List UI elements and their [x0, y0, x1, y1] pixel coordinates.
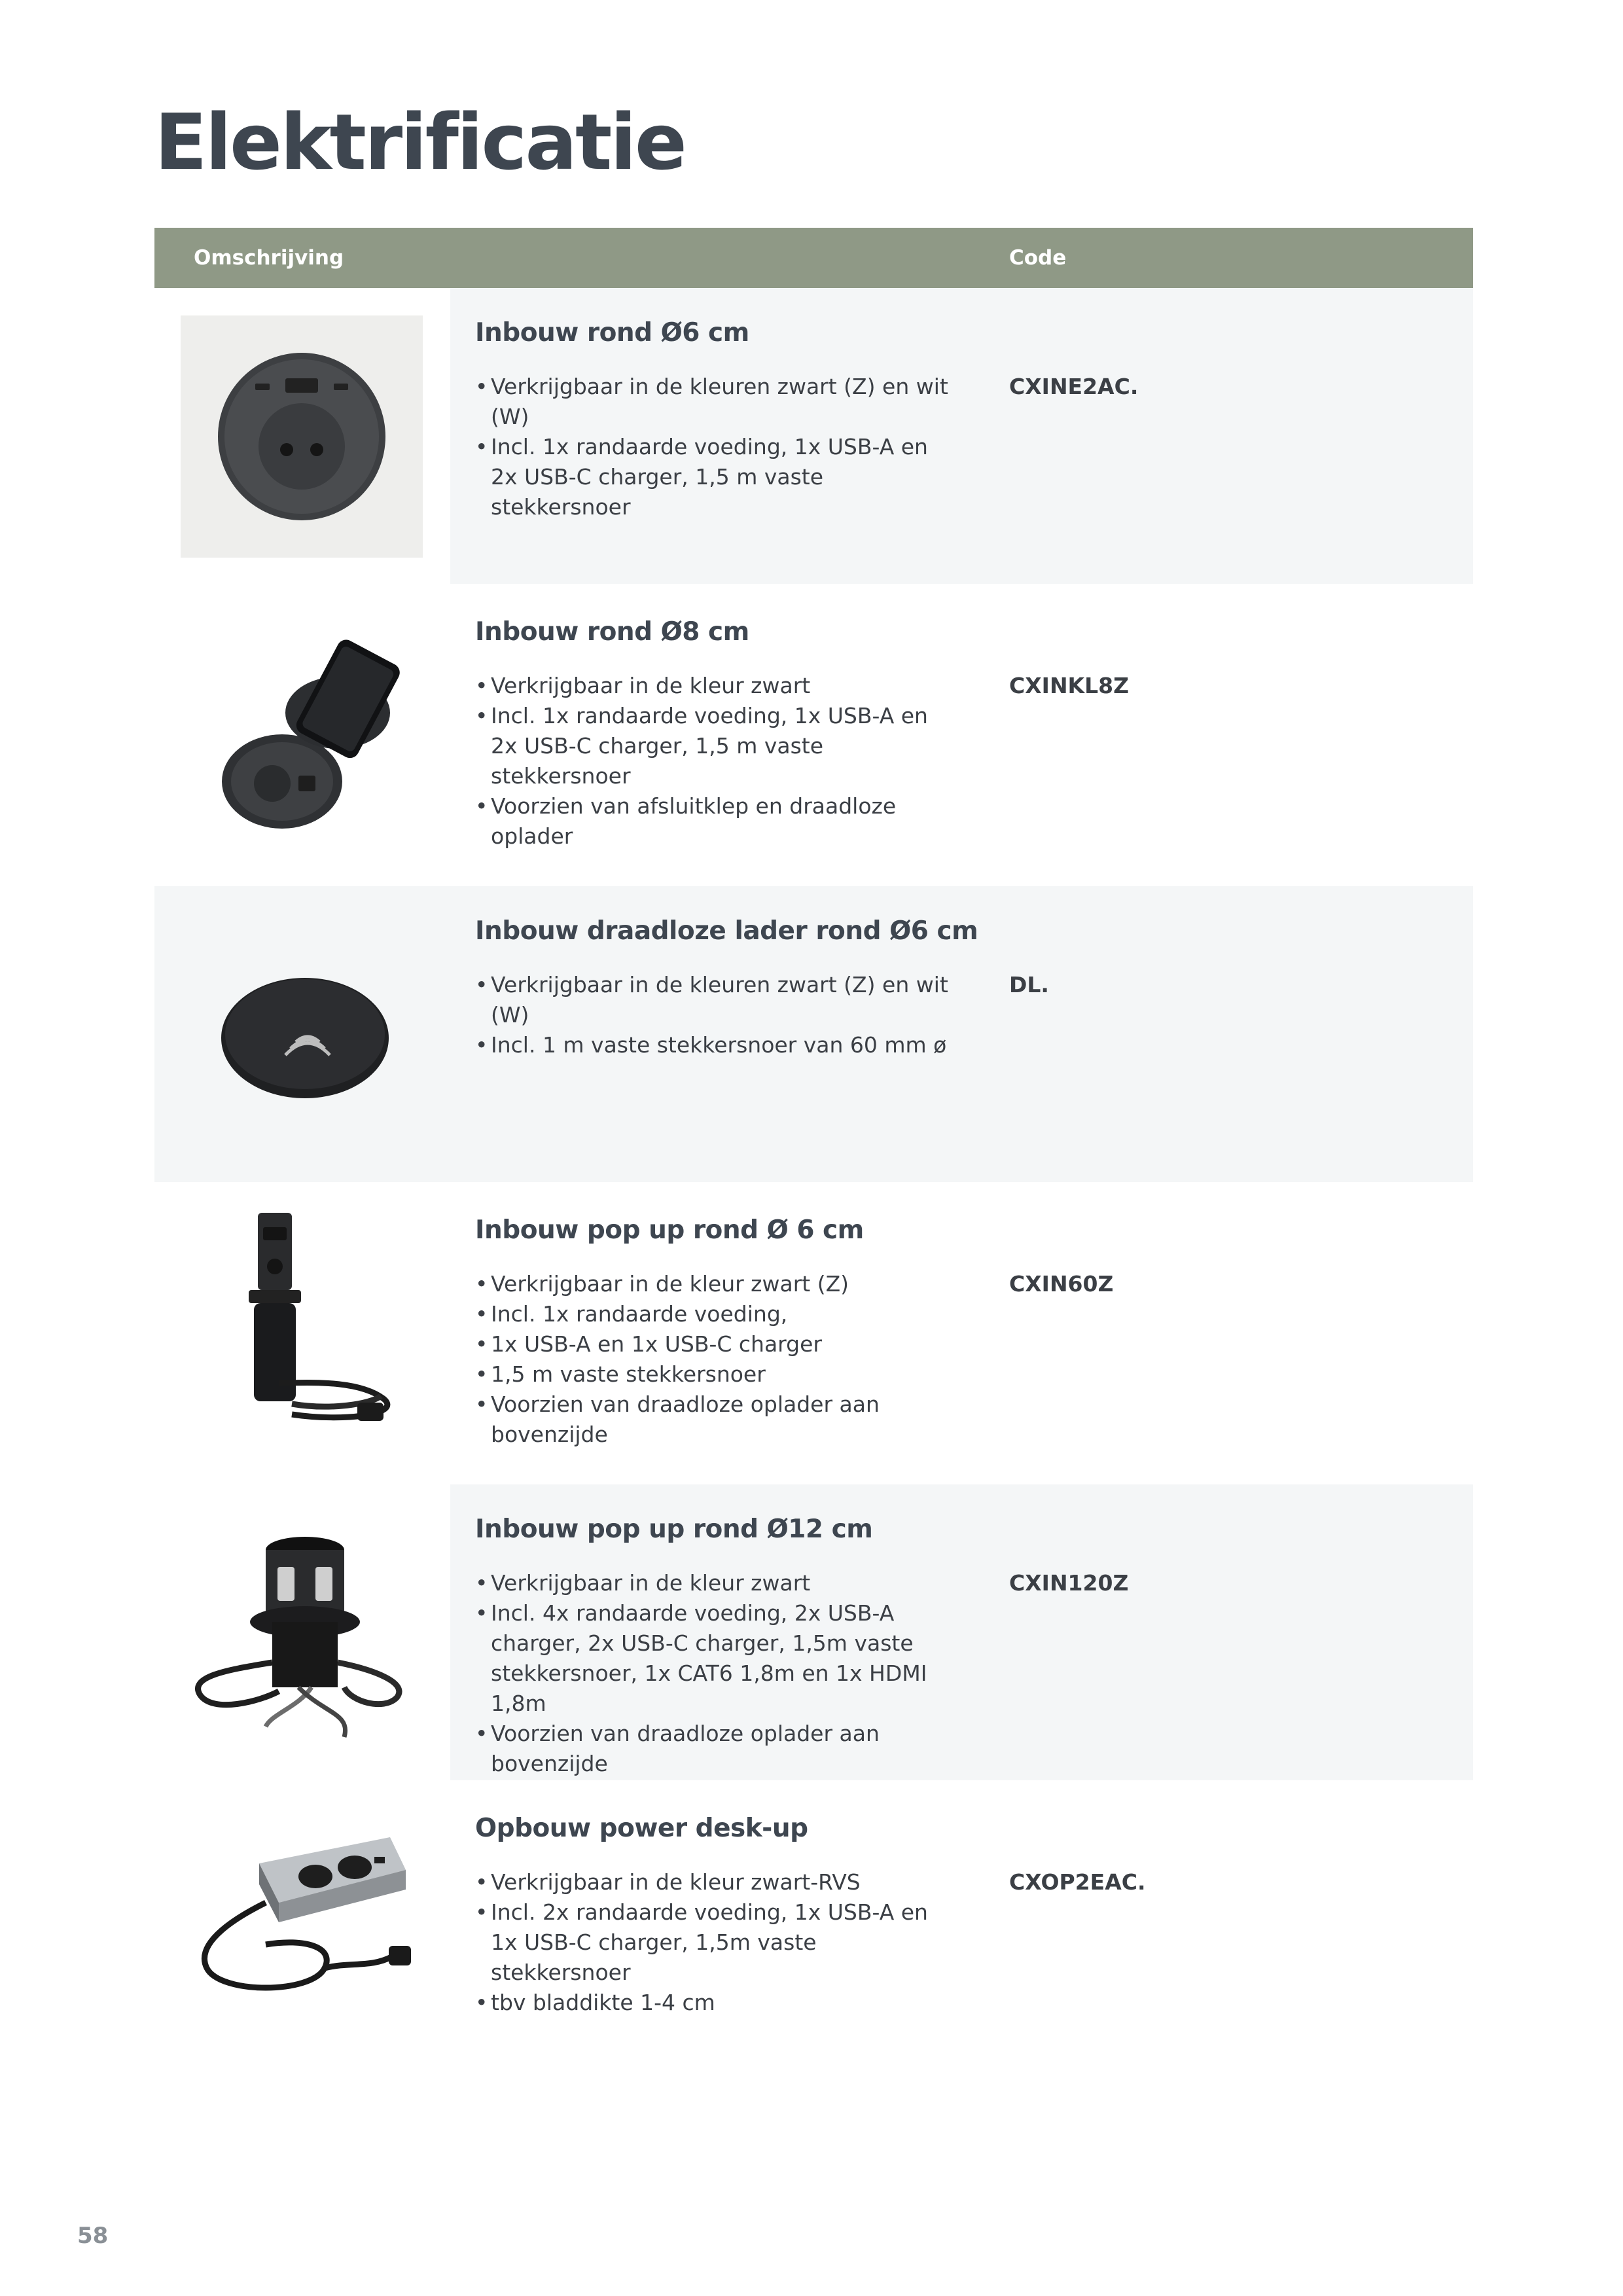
page-number: 58 — [77, 2223, 109, 2249]
product-code: CXINE2AC. — [1009, 374, 1139, 399]
feature-list — [475, 372, 959, 522]
feature-item: • Verkrijgbaar in de kleuren zwart (Z) en wit (W) — [475, 372, 959, 432]
wireless-charger-icon — [181, 914, 423, 1156]
feature-item: • Incl. 1 m vaste stekkersnoer van 60 mm ø — [475, 1030, 959, 1060]
product-code: CXIN120Z — [1009, 1570, 1129, 1596]
page-title: Elektrificatie — [154, 97, 685, 187]
product-row-1 — [154, 288, 1473, 584]
column-header-description: Omschrijving — [194, 246, 344, 270]
feature-item: • Verkrijgbaar in de kleur zwart (Z) — [475, 1269, 959, 1299]
feature-item: • Verkrijgbaar in de kleur zwart — [475, 1568, 959, 1598]
product-title: Inbouw pop up rond Ø 6 cm — [475, 1215, 864, 1245]
feature-item: • tbv bladdikte 1-4 cm — [475, 1988, 959, 2018]
feature-list — [475, 1867, 959, 2018]
feature-item: • Voorzien van draadloze oplader aan bovenzijde — [475, 1719, 959, 1779]
feature-item: • 1,5 m vaste stekkersnoer — [475, 1359, 959, 1390]
feature-item: • Incl. 1x randaarde voeding, 1x USB-A en 2x USB-C charger, 1,5 m vaste stekkersnoer — [475, 432, 959, 522]
feature-item: • Incl. 2x randaarde voeding, 1x USB-A en 1x USB-C charger, 1,5m vaste stekkersnoer — [475, 1897, 959, 1988]
feature-item: • Verkrijgbaar in de kleur zwart — [475, 671, 959, 701]
product-code: CXIN60Z — [1009, 1271, 1114, 1297]
product-code: CXINKL8Z — [1009, 673, 1130, 698]
feature-list — [475, 1269, 959, 1450]
feature-item: • Voorzien van afsluitklep en draadloze oplader — [475, 791, 959, 852]
round-socket-8cm-wireless-icon — [181, 615, 423, 857]
product-title: Inbouw rond Ø6 cm — [475, 318, 749, 348]
product-row-6 — [154, 1784, 1473, 2079]
product-row-4 — [154, 1185, 1473, 1481]
feature-item: • Incl. 1x randaarde voeding, 1x USB-A en 2x USB-C charger, 1,5 m vaste stekkersnoer — [475, 701, 959, 791]
product-title: Inbouw draadloze lader rond Ø6 cm — [475, 916, 978, 946]
product-code: CXOP2EAC. — [1009, 1869, 1146, 1895]
feature-list — [475, 970, 959, 1060]
feature-list — [475, 671, 959, 852]
feature-item: • Verkrijgbaar in de kleuren zwart (Z) en wit (W) — [475, 970, 959, 1030]
feature-item: • Incl. 4x randaarde voeding, 2x USB-A charger, 2x USB-C charger, 1,5m vaste stekkersnoer, 1x CAT6 1,8m en 1x HDMI 1,8m — [475, 1598, 959, 1719]
table-header — [154, 228, 1473, 288]
product-row-3 — [154, 886, 1473, 1182]
product-row-2 — [154, 587, 1473, 883]
feature-item: • Voorzien van draadloze oplader aan bovenzijde — [475, 1390, 959, 1450]
feature-item: • Incl. 1x randaarde voeding, — [475, 1299, 959, 1329]
product-title: Opbouw power desk-up — [475, 1814, 808, 1843]
desk-up-power-icon — [181, 1811, 423, 2053]
column-header-code: Code — [1009, 246, 1067, 270]
product-row-5 — [154, 1484, 1473, 1780]
feature-item: • Verkrijgbaar in de kleur zwart-RVS — [475, 1867, 959, 1897]
popup-6cm-icon — [181, 1213, 423, 1455]
feature-item: • 1x USB-A en 1x USB-C charger — [475, 1329, 959, 1359]
popup-12cm-icon — [181, 1512, 423, 1754]
product-title: Inbouw rond Ø8 cm — [475, 617, 749, 647]
feature-list — [475, 1568, 959, 1779]
product-code: DL. — [1009, 972, 1049, 997]
product-title: Inbouw pop up rond Ø12 cm — [475, 1515, 873, 1544]
round-socket-6cm-icon — [181, 315, 423, 558]
